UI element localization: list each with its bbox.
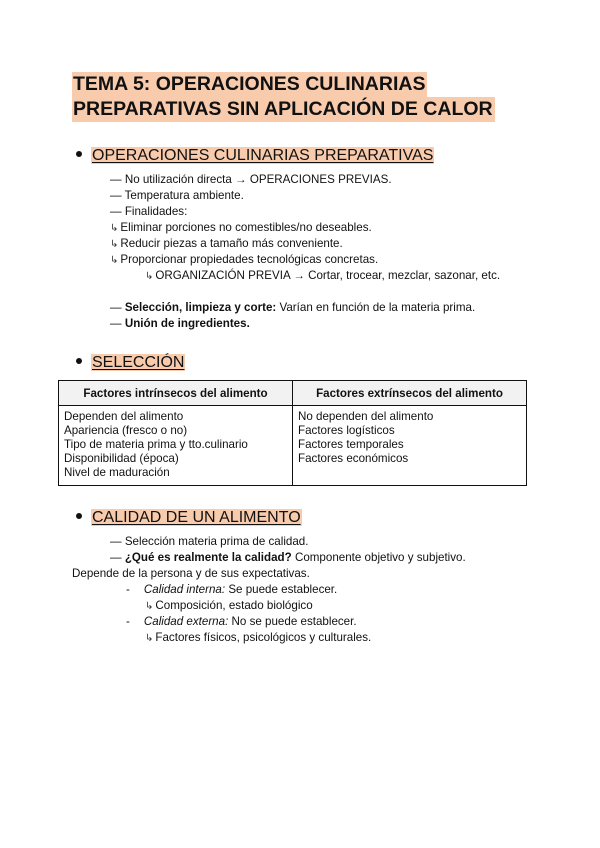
calidad-dash-2: - Calidad externa: No se puede establecer.: [126, 615, 357, 628]
table-header-intrinsecos: Factores intrínsecos del alimento: [59, 381, 293, 406]
operaciones-sub-4: ↳ ORGANIZACIÓN PREVIA → Cortar, trocear, mezclar, sazonar, etc.: [145, 269, 501, 282]
operaciones-bold-1: — Selección, limpieza y corte: Varían en función de la materia prima.: [110, 301, 476, 314]
title-line-2: PREPARATIVAS SIN APLICACIÓN DE CALOR: [73, 98, 493, 120]
calidad-line-1: — Selección materia prima de calidad.: [110, 535, 309, 548]
list-item: Nivel de maduración: [64, 466, 170, 479]
sub-arrow-icon: ↳: [145, 633, 154, 644]
table-cell-intrinsecos: [59, 406, 293, 486]
operaciones-sub-3: ↳ Proporcionar propiedades tecnológicas concretas.: [110, 253, 379, 266]
operaciones-sub-1: ↳ Eliminar porciones no comestibles/no deseables.: [110, 221, 372, 234]
list-item: Factores temporales: [298, 438, 404, 451]
bullet-dot-icon: [76, 151, 82, 157]
calidad-sub-1: ↳ Composición, estado biológico: [145, 599, 313, 612]
table-header-extrinsecos: Factores extrínsecos del alimento: [293, 381, 527, 406]
section-heading-operaciones: OPERACIONES CULINARIAS PREPARATIVAS: [76, 146, 434, 166]
list-item: No dependen del alimento: [298, 410, 434, 423]
sub-arrow-icon: ↳: [110, 223, 119, 234]
page-title: [72, 72, 495, 122]
factors-table: [58, 380, 527, 486]
table-row: [59, 406, 527, 486]
list-item: Disponibilidad (época): [64, 452, 179, 465]
table-header-row: [59, 381, 527, 406]
calidad-line-2: — ¿Qué es realmente la calidad? Componente objetivo y subjetivo.: [110, 551, 466, 564]
operaciones-line-1: — No utilización directa → OPERACIONES PREVIAS.: [110, 173, 392, 186]
section-heading-calidad: CALIDAD DE UN ALIMENTO: [76, 508, 302, 528]
operaciones-bold-2: — Unión de ingredientes.: [110, 317, 250, 330]
sub-arrow-icon: ↳: [145, 271, 154, 282]
operaciones-line-3: — Finalidades:: [110, 205, 188, 218]
bullet-dot-icon: [76, 513, 82, 519]
sub-arrow-icon: ↳: [110, 239, 119, 250]
section-heading-seleccion: SELECCIÓN: [76, 353, 185, 373]
operaciones-line-2: — Temperatura ambiente.: [110, 189, 244, 202]
calidad-line-3: Depende de la persona y de sus expectativas.: [72, 567, 310, 580]
sub-arrow-icon: ↳: [145, 601, 154, 612]
sub-arrow-icon: ↳: [110, 255, 119, 266]
bullet-dot-icon: [76, 358, 82, 364]
list-item: Factores económicos: [298, 452, 409, 465]
table-cell-extrinsecos: [293, 406, 527, 486]
list-item: Dependen del alimento: [64, 410, 184, 423]
calidad-sub-2: ↳ Factores físicos, psicológicos y culturales.: [145, 631, 372, 644]
list-item: Factores logísticos: [298, 424, 395, 437]
calidad-dash-1: - Calidad interna: Se puede establecer.: [126, 583, 338, 596]
title-line-1: TEMA 5: OPERACIONES CULINARIAS: [73, 73, 426, 95]
operaciones-sub-2: ↳ Reducir piezas a tamaño más conveniente.: [110, 237, 343, 250]
list-item: Apariencia (fresco o no): [64, 424, 188, 437]
list-item: Tipo de materia prima y tto.culinario: [64, 438, 248, 451]
